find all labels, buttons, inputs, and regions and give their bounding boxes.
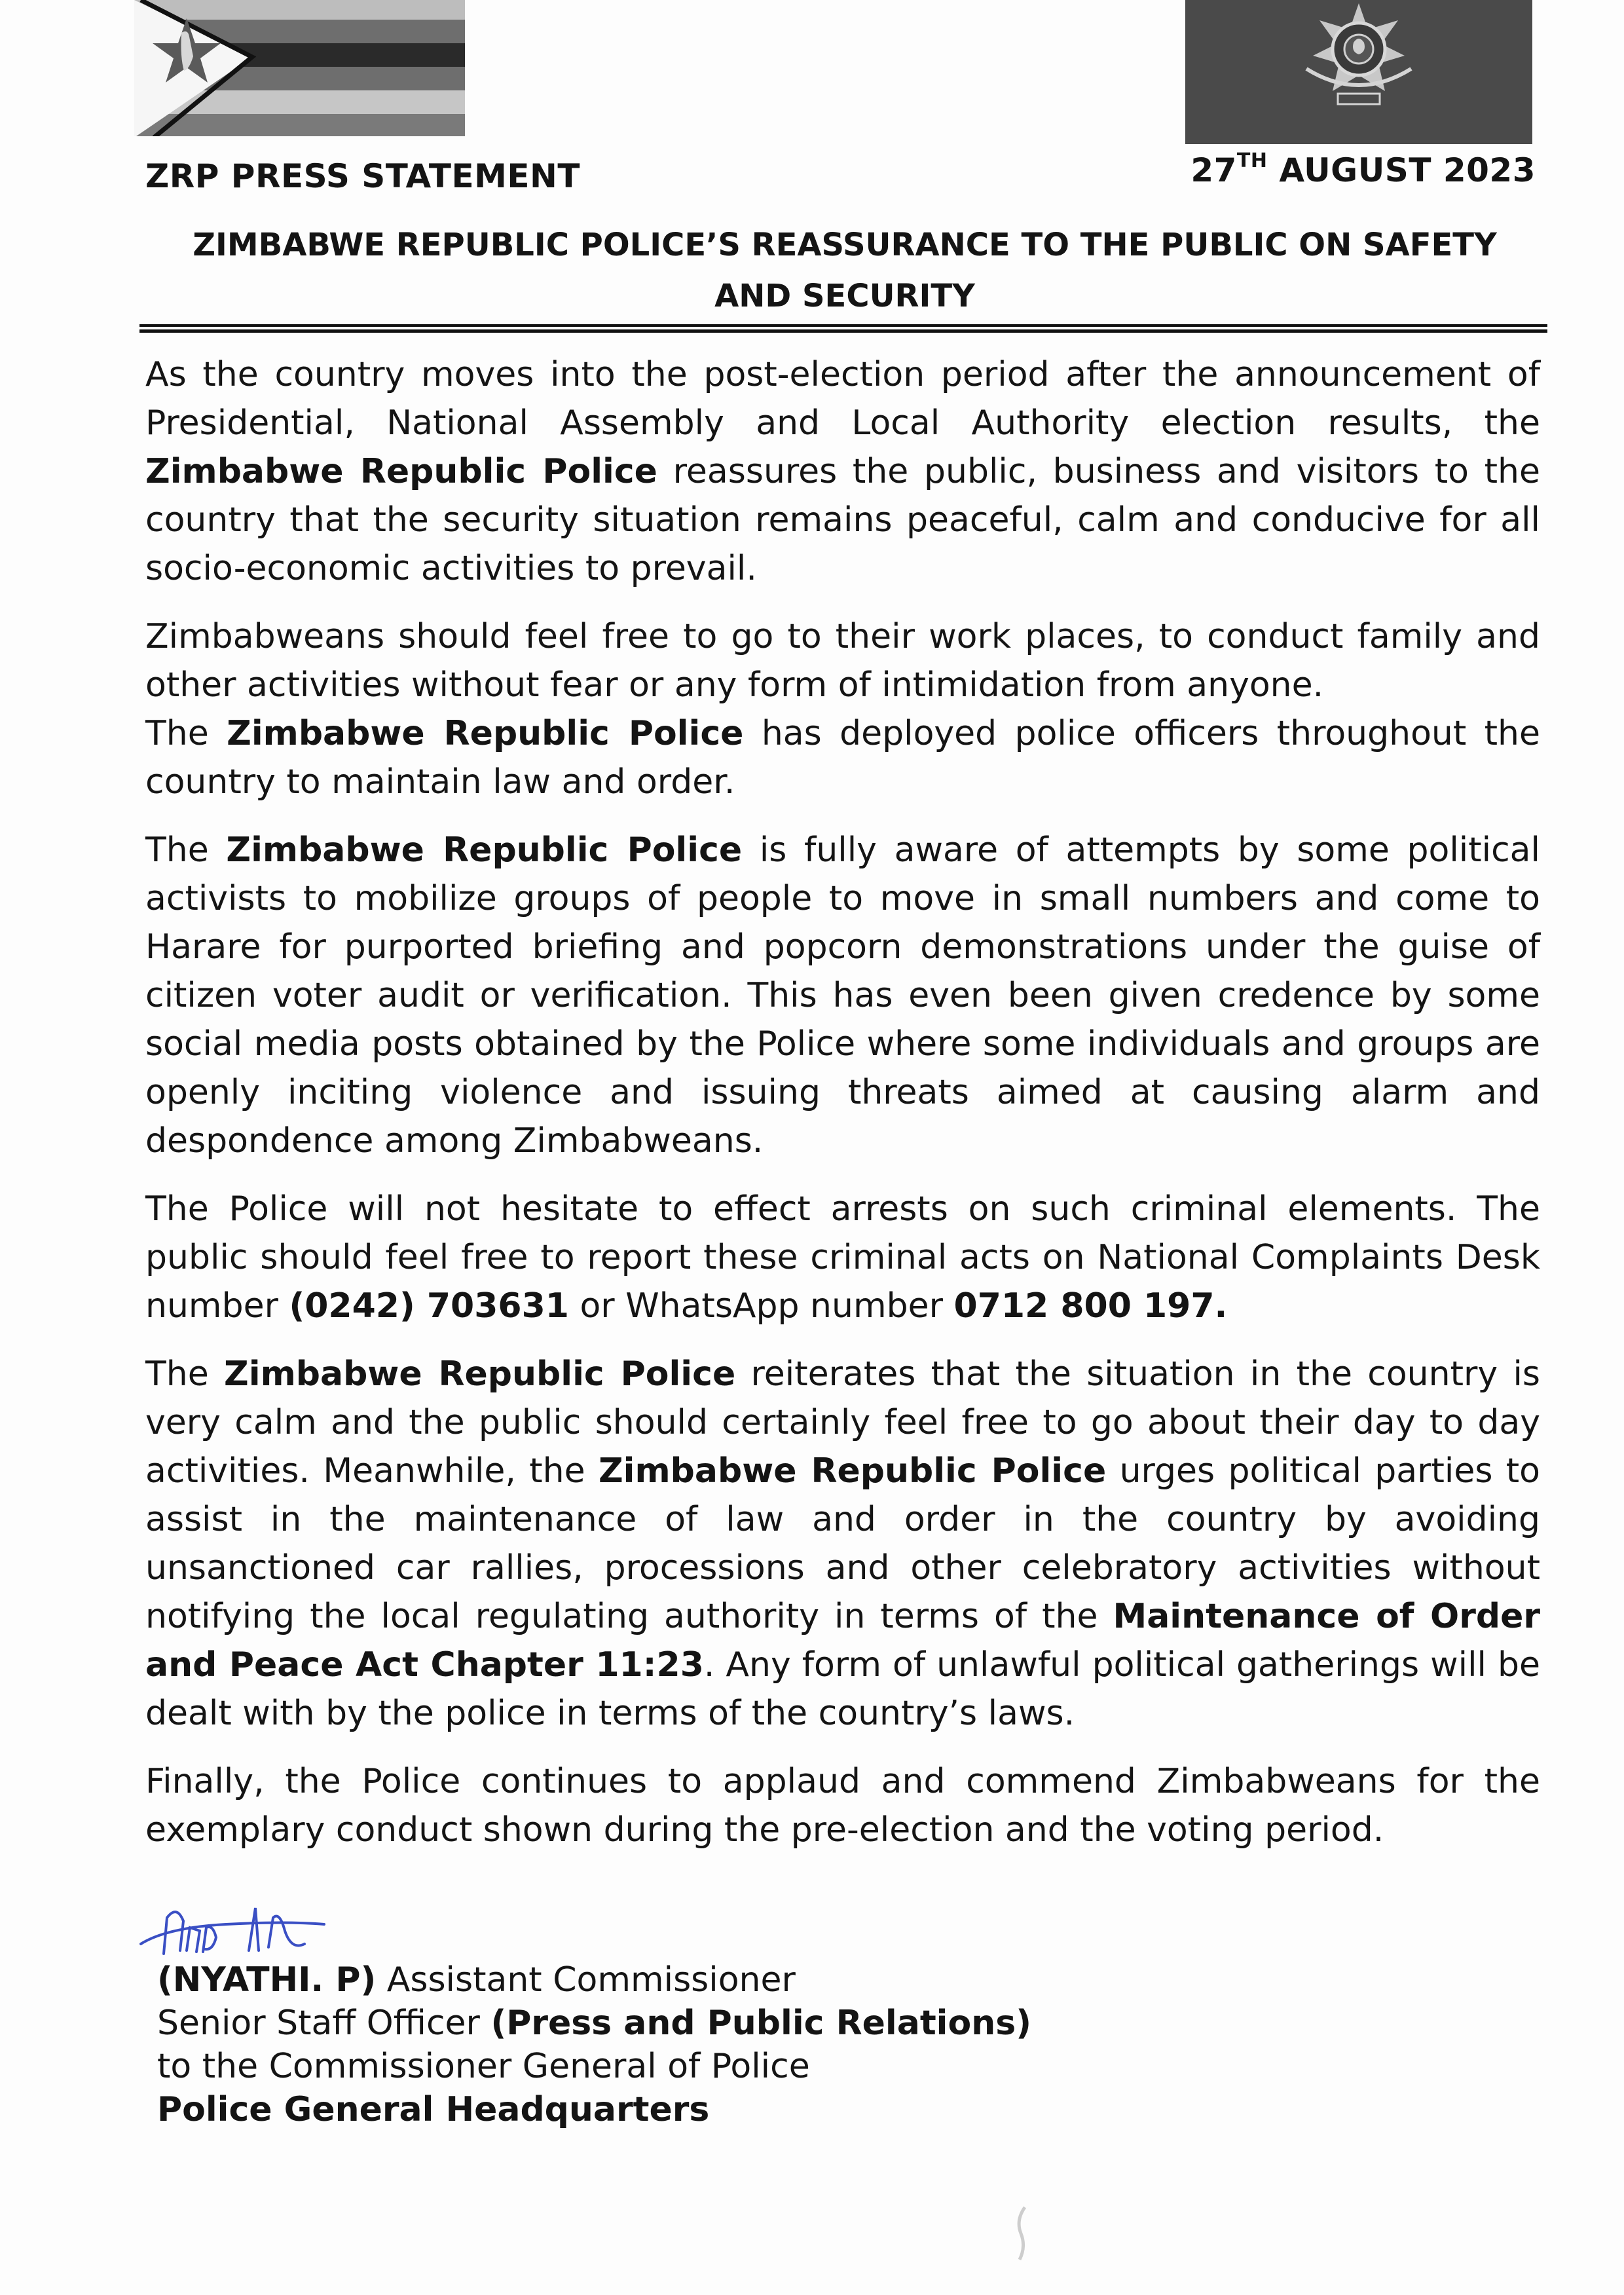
signatory-line-3: to the Commissioner General of Police (157, 2047, 810, 2086)
bold-zrp: Zimbabwe Republic Police (598, 1451, 1107, 1491)
bold-zrp: Zimbabwe Republic Police (145, 452, 657, 491)
signatory-line-4: Police General Headquarters (157, 2090, 710, 2129)
signatory-department: (Press and Public Relations) (490, 2004, 1031, 2043)
title-line-2: AND SECURITY (714, 278, 975, 314)
complaints-desk-number: (0242) 703631 (289, 1286, 569, 1326)
paragraph-2: Zimbabweans should feel free to go to their work places, to conduct family and other activities without fear or any form of intimidation from anyone. (145, 617, 1540, 705)
date-day: 27 (1190, 151, 1237, 189)
signatory-line-1 (157, 1958, 1031, 2002)
paragraph-3: The Zimbabwe Republic Police has deployed police officers throughout the country to maintain law and order. (145, 714, 1540, 802)
page-title (141, 219, 1549, 322)
act-reference: Maintenance of Order and Peace Act Chapter 11:23 (145, 1597, 1540, 1685)
signatory-name: (NYATHI. P) (157, 1960, 377, 2000)
signatory-line-2: Senior Staff Officer (Press and Public Relations) (157, 2004, 1031, 2043)
handwritten-signature-icon (128, 1892, 344, 1964)
paragraph-1: As the country moves into the post-election period after the announcement of Presidential, National Assembly and Local Authority election results, the Zimbabwe Republic Police reassures the public, business and visitors to the country that the security situation remains peaceful, calm and conducive for all socio-economic activities to prevail. (145, 355, 1540, 588)
title-line-1: ZIMBABWE REPUBLIC POLICE’S REASSURANCE TO THE PUBLIC ON SAFETY (193, 227, 1497, 263)
statement-body (145, 350, 1540, 1874)
signatory-block (157, 1958, 1031, 2131)
paragraph-5: The Police will not hesitate to effect arrests on such criminal elements. The public should feel free to report these criminal acts on National Complaints Desk number (0242) 703631 or WhatsApp number 0712 800 197. (145, 1189, 1540, 1326)
scan-smudge (1012, 2204, 1038, 2263)
bold-zrp: Zimbabwe Republic Police (227, 714, 744, 753)
zimbabwe-flag-icon (134, 0, 465, 136)
press-statement-label: ZRP PRESS STATEMENT (145, 157, 580, 195)
bold-zrp: Zimbabwe Republic Police (226, 830, 743, 870)
paragraph-7: Finally, the Police continues to applaud and commend Zimbabweans for the exemplary conduct shown during the pre-election and the voting period. (145, 1762, 1540, 1850)
date-suffix: TH (1236, 149, 1268, 172)
paragraph-6: The Zimbabwe Republic Police reiterates that the situation in the country is very calm and the public should certainly feel free to go about their day to day activities. Meanwhile, the Zimbabwe Republic Police urges political parties to assist in the maintenance of law and order in the country by avoiding unsanctioned car rallies, processions and other celebratory activities without notifying the local regulating authority in terms of the Maintenance of Order and Peace Act Chapter 11:23. Any form of unlawful political gatherings will be dealt with by the police in terms of the country’s laws. (145, 1354, 1540, 1733)
title-double-rule (139, 324, 1547, 333)
signatory-rank: Assistant Commissioner (376, 1960, 796, 2000)
zrp-crest-icon (1185, 0, 1532, 144)
date-month-year: AUGUST 2023 (1279, 151, 1536, 189)
whatsapp-number: 0712 800 197. (953, 1286, 1228, 1326)
statement-date (1190, 149, 1536, 189)
paragraph-4: The Zimbabwe Republic Police is fully aware of attempts by some political activists to mobilize groups of people to move in small numbers and come to Harare for purported briefing and popcorn demonstrations under the guise of citizen voter audit or verification. This has even been given credence by some social media posts obtained by the Police where some individuals and groups are openly inciting violence and issuing threats aimed at causing alarm and despondence among Zimbabweans. (145, 830, 1540, 1161)
bold-zrp: Zimbabwe Republic Police (224, 1354, 736, 1394)
